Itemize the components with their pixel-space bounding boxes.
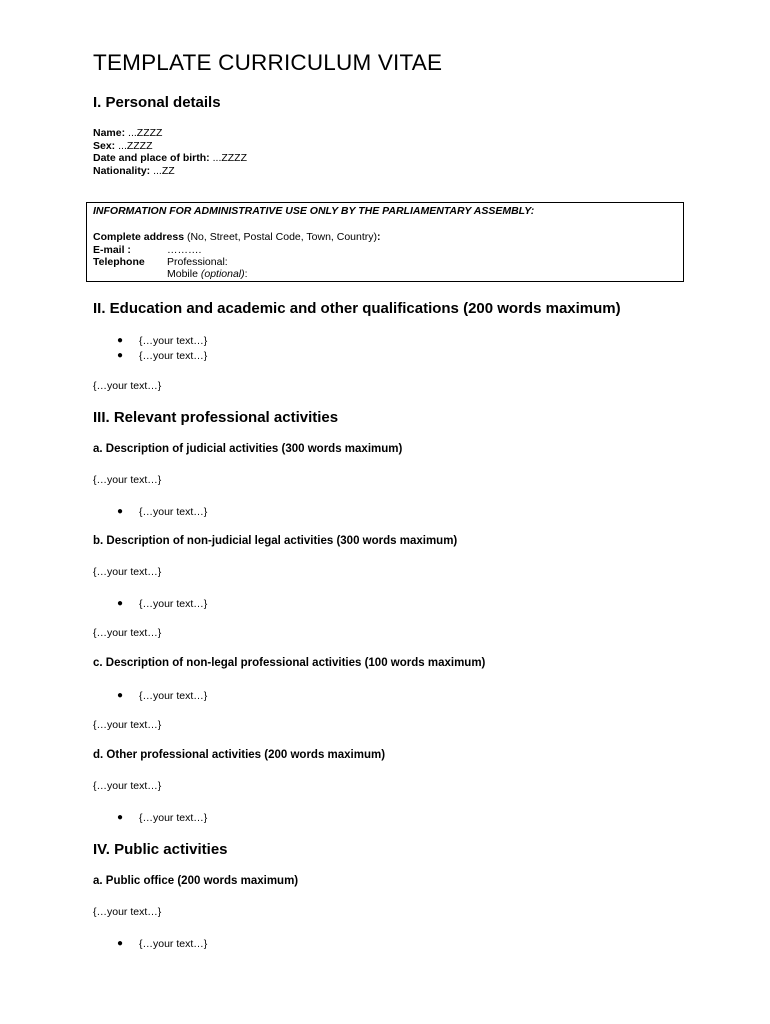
telephone-professional: Professional: [167, 256, 228, 268]
list-item-text: {…your text…} [139, 350, 208, 362]
bullet-icon: ● [117, 335, 124, 346]
public-office-text: {…your text…} [93, 906, 162, 918]
name-label: Name: [93, 127, 126, 139]
address-hint: (No, Street, Postal Code, Town, Country) [184, 231, 378, 243]
judicial-text: {…your text…} [93, 474, 162, 486]
judicial-heading: a. Description of judicial activities (300 words maximum) [93, 443, 403, 455]
bullet-icon: ● [117, 350, 124, 361]
sex-value: ...ZZZZ [115, 139, 153, 152]
dob-line [93, 152, 247, 165]
list-item-text: {…your text…} [139, 812, 208, 824]
mobile-optional: (optional) [200, 268, 245, 280]
sex-line [93, 140, 247, 153]
bullet-icon: ● [117, 598, 124, 609]
mobile-label: Mobile [167, 268, 201, 280]
non-judicial-heading: b. Description of non-judicial legal activities (300 words maximum) [93, 535, 458, 547]
nationality-line [93, 165, 247, 178]
address-line [93, 231, 381, 243]
other-professional-heading: d. Other professional activities (200 words maximum) [93, 749, 386, 761]
list-item-text: {…your text…} [139, 506, 208, 518]
section-professional-heading: III. Relevant professional activities [93, 409, 339, 426]
admin-header [93, 205, 534, 217]
telephone-mobile [167, 268, 248, 280]
email-value: ………. [167, 244, 202, 256]
bullet-icon: ● [117, 506, 124, 517]
public-office-heading: a. Public office (200 words maximum) [93, 875, 299, 887]
non-legal-heading: c. Description of non-legal professional activities (100 words maximum) [93, 657, 486, 669]
non-judicial-text-2: {…your text…} [93, 627, 162, 639]
bullet-icon: ● [117, 690, 124, 701]
telephone-label: Telephone [93, 256, 145, 268]
nationality-label: Nationality: [93, 164, 151, 177]
education-text: {…your text…} [93, 380, 162, 392]
other-professional-text: {…your text…} [93, 780, 162, 792]
list-item-text: {…your text…} [139, 938, 208, 950]
admin-info-box [86, 202, 684, 282]
bullet-icon: ● [117, 938, 124, 949]
address-colon: : [377, 231, 381, 243]
dob-label: Date and place of birth: [93, 152, 210, 165]
address-label: Complete address [93, 231, 185, 243]
mobile-colon: : [244, 268, 248, 280]
section-public-heading: IV. Public activities [93, 841, 228, 858]
bullet-icon: ● [117, 812, 124, 823]
email-label: E-mail : [93, 244, 131, 256]
name-line [93, 127, 247, 140]
document-title: TEMPLATE CURRICULUM VITAE [93, 50, 443, 75]
section-education-heading: II. Education and academic and other qualifications (200 words maximum) [93, 300, 621, 317]
admin-header-colon: : [530, 205, 535, 217]
nationality-value: ...ZZ [150, 164, 175, 177]
section-personal-heading: I. Personal details [93, 94, 221, 111]
dob-value: ...ZZZZ [209, 152, 248, 165]
non-judicial-text: {…your text…} [93, 566, 162, 578]
list-item-text: {…your text…} [139, 598, 208, 610]
list-item-text: {…your text…} [139, 335, 208, 347]
list-item-text: {…your text…} [139, 690, 208, 702]
sex-label: Sex: [93, 139, 116, 152]
non-legal-text: {…your text…} [93, 719, 162, 731]
name-value: ...ZZZZ [125, 127, 163, 139]
personal-details [93, 127, 247, 177]
admin-header-text: INFORMATION FOR ADMINISTRATIVE USE ONLY BY THE PARLIAMENTARY ASSEMBLY [93, 205, 531, 217]
